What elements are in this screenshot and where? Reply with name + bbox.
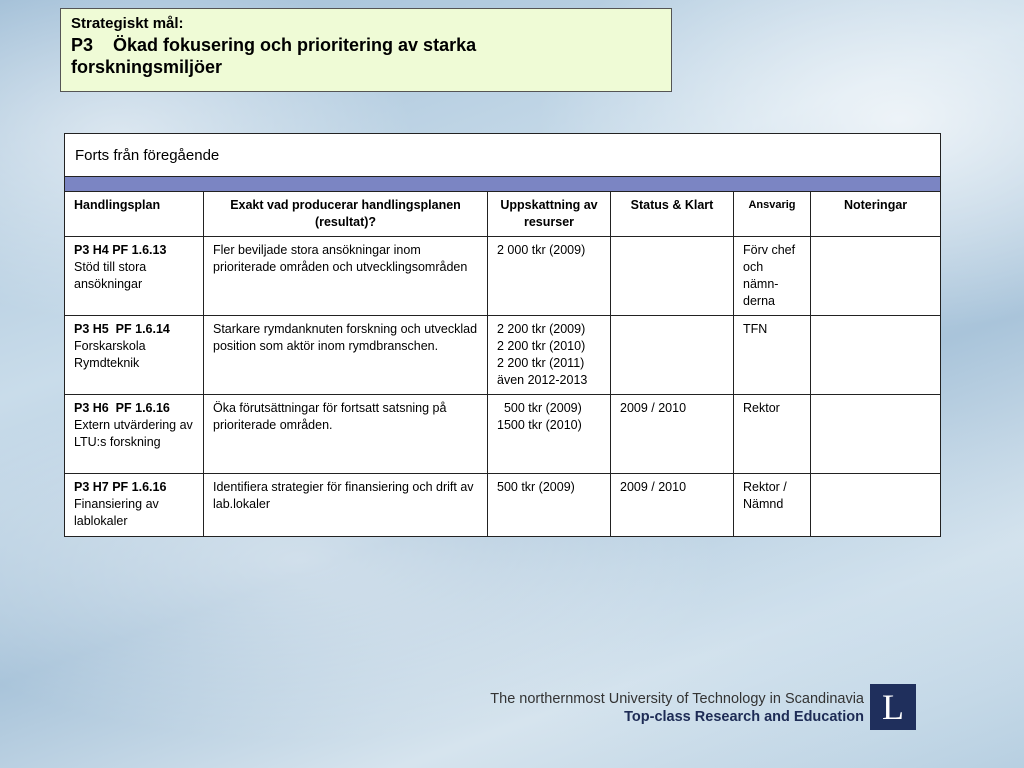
logo-letter: L [882,687,904,727]
university-logo [870,684,916,730]
plan-cell [65,237,204,316]
column-header-status: Status & Klart [611,192,734,237]
result-cell: Fler beviljade stora ansökningar inom prioriterade områden och utvecklingsområden [204,237,488,316]
table-row [65,474,941,537]
plan-code: P3 H4 PF 1.6.13 [74,243,167,257]
page-title [71,34,661,78]
table-row [65,237,941,316]
column-header-responsible: Ansvarig [734,192,811,237]
title-box [60,8,672,92]
status-cell [611,237,734,316]
plan-name: Forskarskola Rymdteknik [74,339,146,370]
column-header-result: Exakt vad producerar handlingsplanen (resultat)? [204,192,488,237]
notes-cell [811,237,941,316]
footer-line2: Top-class Research and Education [624,709,864,725]
plan-cell [65,316,204,395]
column-header-notes: Noteringar [811,192,941,237]
resources-cell [488,237,611,316]
band-row [65,177,941,192]
plan-name: Stöd till stora ansökningar [74,260,147,291]
resource-line: 2 000 tkr (2009) [497,243,586,257]
title-text-line1: Ökad fokusering och prioritering av starka [113,35,477,55]
footer-line1: The northernmost University of Technology in Scandinavia [490,691,864,707]
caption-row [65,134,941,177]
plan-code: P3 H5 PF 1.6.14 [74,322,170,336]
responsible-cell: Rektor / Nämnd [734,474,811,537]
title-code: P3 [71,35,94,55]
plan-name: Extern utvärdering av LTU:s forskning [74,418,193,449]
table-caption: Forts från föregående [65,134,941,177]
resource-line: 2 200 tkr (2011) [497,356,585,370]
column-header-handlingsplan: Handlingsplan [65,192,204,237]
responsible-cell: Rektor [734,395,811,474]
status-cell: 2009 / 2010 [611,395,734,474]
resources-cell [488,474,611,537]
result-cell: Öka förutsättningar för fortsatt satsning på prioriterade områden. [204,395,488,474]
resource-line: 1500 tkr (2010) [497,418,582,432]
plan-code: P3 H6 PF 1.6.16 [74,401,170,415]
resource-line: 2 200 tkr (2009) [497,322,586,336]
resources-cell [488,316,611,395]
resource-line: 2 200 tkr (2010) [497,339,586,353]
title-label: Strategiskt mål: [71,15,184,32]
table-row [65,316,941,395]
plan-code: P3 H7 PF 1.6.16 [74,480,167,494]
column-header-resources: Uppskattning av resurser [488,192,611,237]
title-text-line2: forskningsmiljöer [71,57,223,77]
action-plan-table [64,133,941,537]
resource-line: 500 tkr (2009) [497,401,582,415]
notes-cell [811,395,941,474]
notes-cell [811,474,941,537]
plan-cell [65,395,204,474]
status-cell: 2009 / 2010 [611,474,734,537]
result-cell: Identifiera strategier för finansiering och drift av lab.lokaler [204,474,488,537]
result-cell: Starkare rymdanknuten forskning och utvecklad position som aktör inom rymdbranschen. [204,316,488,395]
header-band [65,177,941,192]
responsible-cell: Förv chef och nämn-derna [734,237,811,316]
responsible-cell: TFN [734,316,811,395]
table-row [65,395,941,474]
resource-line: även 2012-2013 [497,373,588,387]
resource-line: 500 tkr (2009) [497,480,575,494]
plan-cell [65,474,204,537]
plan-name: Finansiering av lablokaler [74,497,159,528]
resources-cell [488,395,611,474]
notes-cell [811,316,941,395]
status-cell [611,316,734,395]
footer-tagline [476,690,864,726]
header-row [65,192,941,237]
